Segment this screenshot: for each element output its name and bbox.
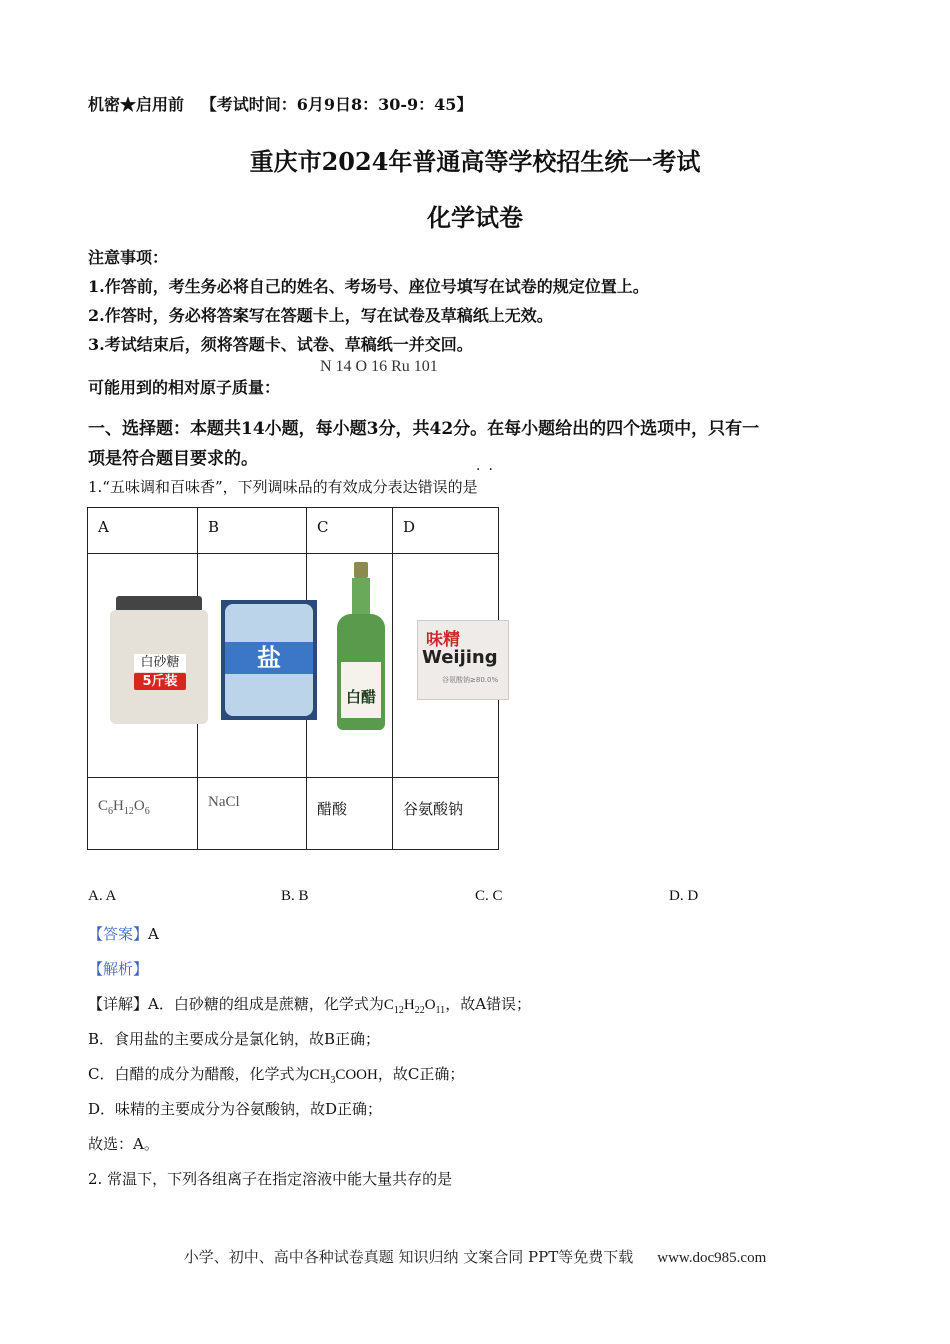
note-item-1: 1.作答前，考生务必将自己的姓名、考场号、座位号填写在试卷的规定位置上。	[88, 277, 649, 296]
salt-label: 盐	[257, 644, 281, 672]
sugar-weight-label: 5斤装	[134, 673, 186, 690]
table-header-c: C	[307, 508, 393, 554]
formula-b: NaCl	[198, 778, 307, 850]
footer-url[interactable]: www.doc985.com	[657, 1250, 767, 1266]
msg-small-text: 谷氨酸钠≥80.0%	[442, 676, 499, 684]
note-item-2: 2.作答时，务必将答案写在答题卡上，写在试卷及草稿纸上无效。	[88, 306, 553, 325]
exam-subject: 化学试卷	[427, 203, 523, 232]
image-cell-c	[307, 554, 393, 778]
options-table	[87, 507, 499, 850]
notes-heading: 注意事项：	[88, 248, 169, 267]
table-header-a: A	[88, 508, 198, 554]
exam-time: 【考试时间：6月9日8：30-9：45】	[200, 95, 473, 114]
answer-line	[88, 923, 159, 944]
sugar-label: 白砂糖	[134, 654, 186, 672]
confidential-label: 机密★启用前	[88, 95, 185, 114]
vinegar-label: 白醋	[345, 688, 376, 706]
detail-d: D．味精的主要成分为谷氨酸钠，故D正确；	[88, 1100, 383, 1118]
emphasis-dots: ··	[476, 462, 501, 478]
section-heading-line2: 项是符合题目要求的。	[88, 449, 258, 469]
footer-text: 小学、初中、高中各种试卷真题 知识归纳 文案合同 PPT等免费下载	[183, 1248, 634, 1266]
section-heading-line1: 一、选择题：本题共14小题，每小题3分，共42分。在每小题给出的四个选项中，只有一	[88, 419, 760, 439]
question-2-stem: 2. 常温下，下列各组离子在指定溶液中能大量共存的是	[88, 1170, 453, 1188]
formula-a: $C_6H_{12}O_6$	[88, 778, 198, 850]
table-header-d: D	[393, 508, 499, 554]
detail-b: B．食用盐的主要成分是氯化钠，故B正确；	[88, 1030, 381, 1048]
detail-conclusion: 故选：A。	[88, 1135, 159, 1153]
msg-cn-label: 味精	[426, 630, 460, 650]
detail-a: 【详解】A．白砂糖的组成是蔗糖，化学式为$C_{12}H_{22}O_{11}$，故A错误；	[88, 995, 532, 1016]
image-cell-a	[88, 554, 198, 778]
msg-en-label: Weijing	[422, 647, 498, 668]
answer-value: A	[148, 925, 159, 943]
choice-c: C. C	[475, 888, 503, 904]
page-footer	[0, 1246, 950, 1267]
exam-header	[88, 92, 472, 115]
formula-c: 醋酸	[307, 778, 393, 850]
choice-a: A. A	[88, 888, 117, 904]
answer-tag: 【答案】	[88, 925, 149, 943]
salt-bag-icon	[221, 600, 317, 720]
exam-title: 重庆市2024年普通高等学校招生统一考试	[249, 147, 701, 176]
atomic-mass-values: N 14 O 16 Ru 101	[320, 358, 438, 375]
question-1-stem: 1.“五味调和百味香”，下列调味品的有效成分表达错误的是	[88, 478, 478, 496]
formula-d: 谷氨酸钠	[393, 778, 499, 850]
choice-b: B. B	[281, 888, 309, 904]
msg-package-icon	[417, 620, 509, 700]
image-cell-b	[198, 554, 307, 778]
detail-c: C．白醋的成分为醋酸，化学式为$CH_3COOH$，故C正确；	[88, 1065, 465, 1086]
image-cell-d	[393, 554, 499, 778]
analysis-tag: 【解析】	[88, 960, 149, 978]
vinegar-bottle-icon	[333, 562, 389, 730]
choice-d: D. D	[669, 888, 699, 904]
sugar-jar-icon	[110, 596, 208, 724]
note-item-3: 3.考试结束后，须将答题卡、试卷、草稿纸一并交回。	[88, 335, 473, 354]
table-header-b: B	[198, 508, 307, 554]
atomic-mass-label: 可能用到的相对原子质量：	[88, 378, 281, 397]
